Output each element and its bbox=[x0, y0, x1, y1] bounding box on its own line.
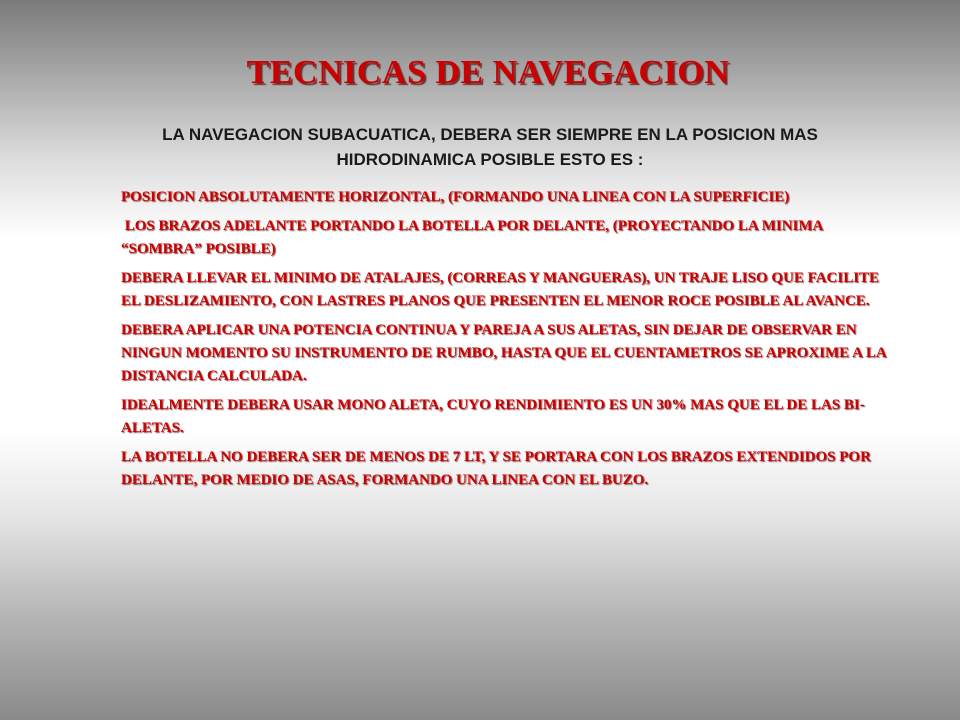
bullet-point: LOS BRAZOS ADELANTE PORTANDO LA BOTELLA POR DELANTE, (PROYECTANDO LA MINIMA “SOMBRA” POSIBLE) bbox=[121, 218, 827, 257]
bullet-list bbox=[121, 186, 891, 498]
bullet-point: DEBERA LLEVAR EL MINIMO DE ATALAJES, (CORREAS Y MANGUERAS), UN TRAJE LISO QUE FACILITE EL DESLIZAMIENTO, CON LASTRES PLANOS QUE PRESENTEN EL MENOR ROCE POSIBLE AL AVANCE. bbox=[121, 270, 880, 309]
bullet-point: LA BOTELLA NO DEBERA SER DE MENOS DE 7 LT, Y SE PORTARA CON LOS BRAZOS EXTENDIDOS POR DELANTE, POR MEDIO DE ASAS, FORMANDO UNA LINEA CON EL BUZO. bbox=[121, 449, 871, 488]
bullet-point: DEBERA APLICAR UNA POTENCIA CONTINUA Y PAREJA A SUS ALETAS, SIN DEJAR DE OBSERVAR EN NINGUN MOMENTO SU INSTRUMENTO DE RUMBO, HASTA QUE EL CUENTAMETROS SE APROXIME A LA DISTANCIA CALCULADA. bbox=[121, 322, 886, 384]
bullet-point: IDEALMENTE DEBERA USAR MONO ALETA, CUYO RENDIMIENTO ES UN 30% MAS QUE EL DE LAS BI-ALETAS. bbox=[121, 397, 865, 436]
slide-title: TECNICAS DE NAVEGACION bbox=[246, 54, 730, 91]
bullet-point: POSICION ABSOLUTAMENTE HORIZONTAL, (FORMANDO UNA LINEA CON LA SUPERFICIE) bbox=[121, 189, 790, 205]
slide-subtitle: LA NAVEGACION SUBACUATICA, DEBERA SER SIEMPRE EN LA POSICION MAS HIDRODINAMICA POSIBLE ESTO ES : bbox=[162, 125, 818, 169]
